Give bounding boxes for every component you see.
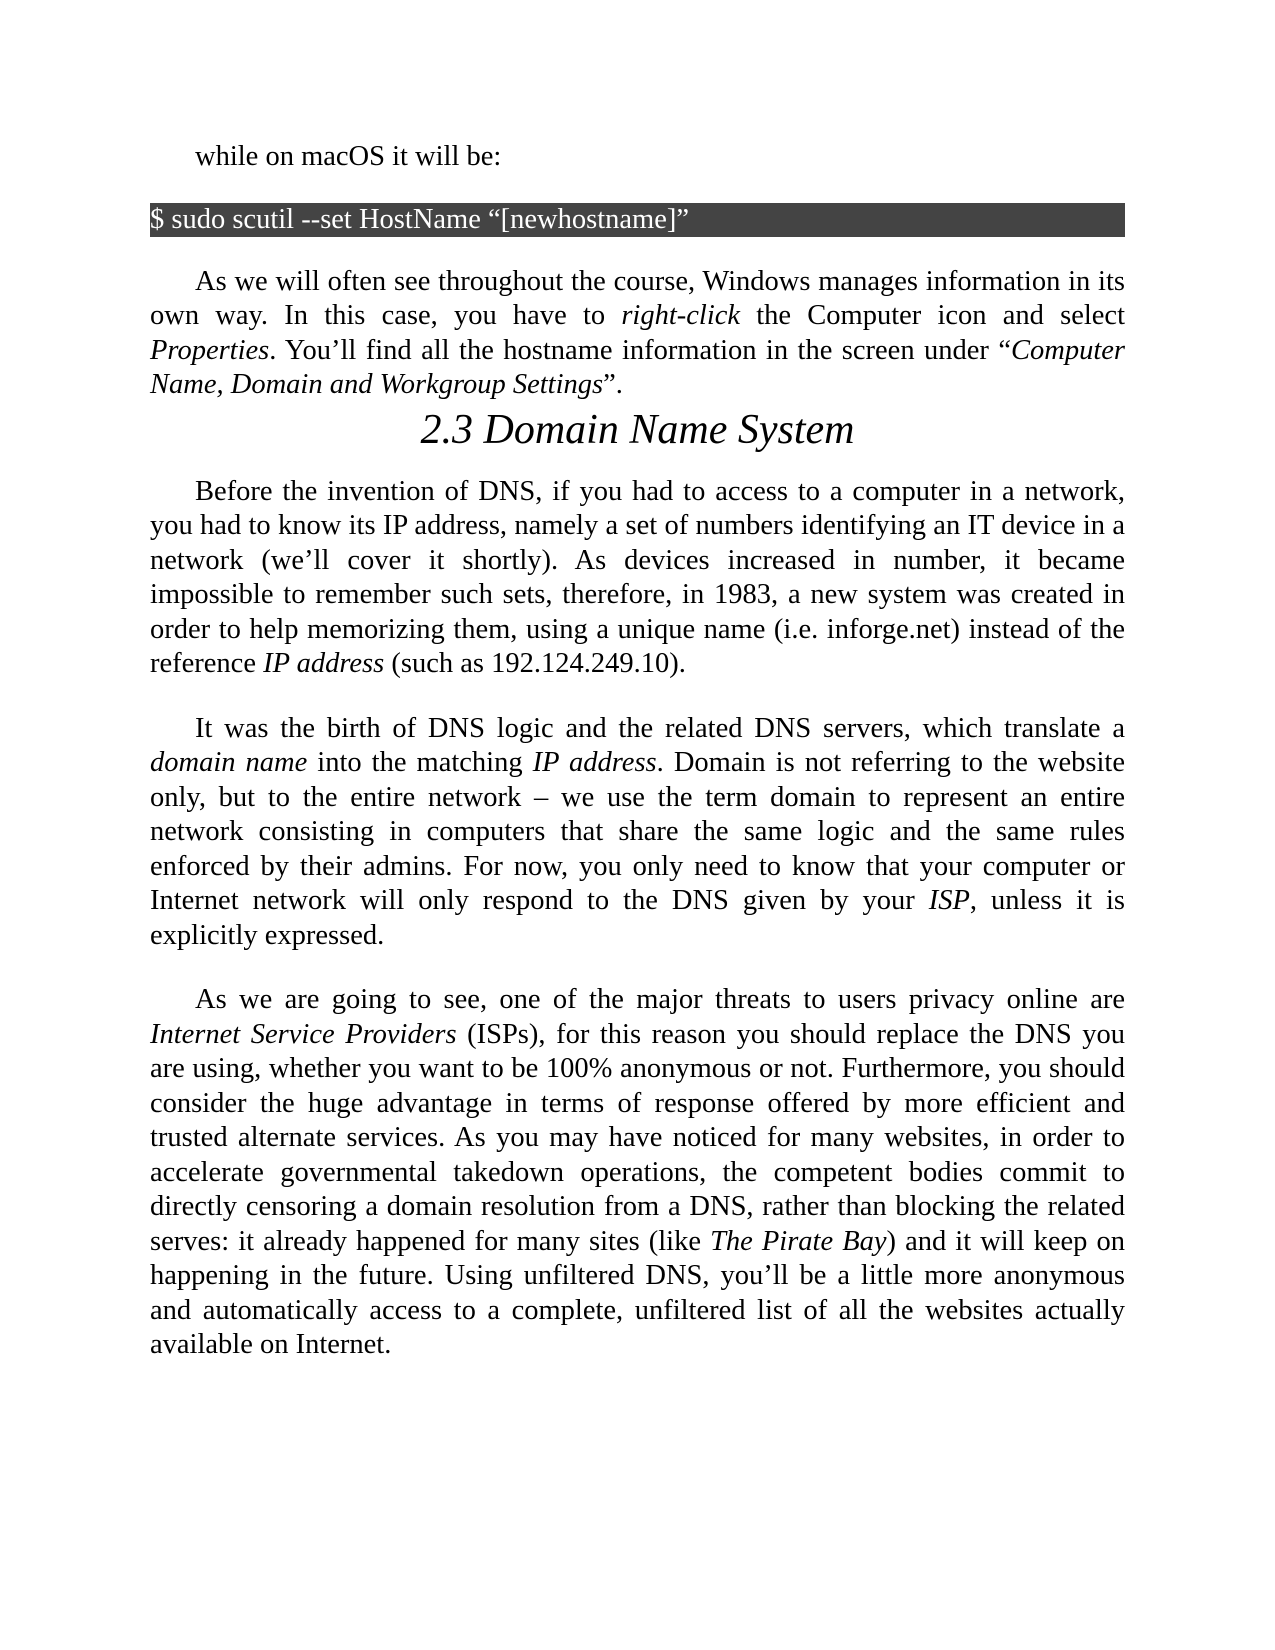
text-run: the Computer icon and select [740,300,1125,331]
document-page [150,140,1125,1363]
emphasis-isp: ISP [928,885,970,916]
text-run: ”. [603,369,623,400]
emphasis-settings: Computer Name, Domain and Workgroup Settings [150,334,1125,400]
text-run: into the matching [307,747,533,778]
text-run: As we will often see throughout the course, Windows manages information in its own way. In this case, you have to [150,265,1125,331]
windows-paragraph [150,265,1125,403]
text-run: . You’ll find all the hostname information in the screen under “ [269,334,1011,366]
dns-paragraph-3 [150,983,1125,1363]
dns-paragraph-2 [150,712,1125,954]
emphasis-ip-address: IP address [532,747,657,778]
emphasis-ip-address: IP address [263,648,385,679]
section-heading: 2.3 Domain Name System [420,406,855,453]
emphasis-right-click: right-click [621,300,741,331]
emphasis-pirate-bay: The Pirate Bay [710,1225,887,1257]
text-run: Before the invention of DNS, if you had to access to a computer in a network, you had to know its IP address, namely a set of numbers identifying an IT device in a network (we’ll cover it shortly). As devices increased in number, it became impossible to remember such sets, therefore, in 1983, a new system was created in order to help memorizing them, using a unique name (i.e. inforge.net) instead of the reference [150,475,1125,679]
text-run: As we are going to see, one of the major threats to users privacy online are [195,984,1125,1015]
text-run: (such as 192.124.249.10). [384,648,686,679]
intro-line: while on macOS it will be: [195,141,502,172]
text-run: ) and it will keep on happening in the future. Using unfiltered DNS, you’ll be a little more anonymous and automatically access to a complete, unfiltered list of all the websites actually available on Internet. [150,1225,1125,1360]
emphasis-isps: Internet Service Providers [150,1018,457,1050]
text-run: , unless it is explicitly expressed. [150,885,1125,951]
emphasis-domain-name: domain name [150,747,308,778]
emphasis-properties: Properties [150,334,270,366]
text-run: . Domain is not referring to the website only, but to the entire network – we use the term domain to represent an entire network consisting in computers that share the same logic and the same rules enforced by their admins. For now, you only need to know that your computer or Internet network will only respond to the DNS given by your [150,747,1125,916]
code-block: $ sudo scutil --set HostName “[newhostname]” [150,203,1125,237]
dns-paragraph-1 [150,475,1125,682]
text-run: It was the birth of DNS logic and the related DNS servers, which translate a [195,712,1125,744]
text-run: (ISPs), for this reason you should replace the DNS you are using, whether you want to be 100% anonymous or not. Furthermore, you should consider the huge advantage in terms of response offered by more efficient and trusted alternate services. As you may have noticed for many websites, in order to accelerate governmental takedown operations, the competent bodies commit to directly censoring a domain resolution from a DNS, rather than blocking the related serves: it already happened for many sites (like [150,1018,1126,1257]
